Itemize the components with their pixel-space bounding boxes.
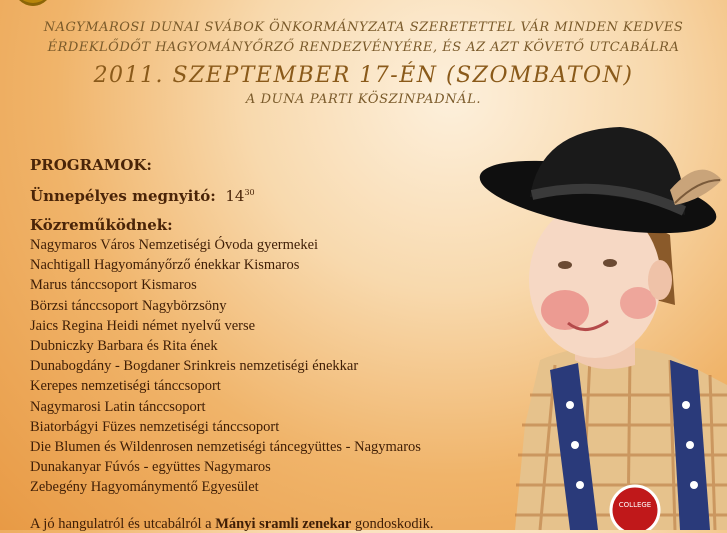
list-item: Nagymaros Város Nemzetiségi Óvoda gyermekei bbox=[30, 237, 319, 253]
footer-note bbox=[30, 516, 434, 533]
boy-photo bbox=[470, 125, 727, 530]
opening-label: Ünnepélyes megnyitó: bbox=[30, 187, 216, 205]
list-item: Kerepes nemzetiségi tánccsoport bbox=[30, 378, 221, 395]
list-item: Nachtigall Hagyományőrző énekkar Kismaros bbox=[30, 257, 300, 274]
invitation-line-2: ÉRDEKLŐDŐT HAGYOMÁNYŐRZŐ RENDEZVÉNYÉRE, ÉS AZ AZT KÖVETŐ UTCABÁLRA bbox=[47, 40, 680, 55]
opening-minute: 30 bbox=[244, 188, 255, 197]
event-place: A DUNA PARTI KÖSZINPADNÁL. bbox=[245, 92, 482, 107]
list-item: Nagymarosi Latin tánccsoport bbox=[30, 398, 206, 415]
list-item: Zebegény Hagyománymentő Egyesület bbox=[30, 479, 259, 496]
list-item: Biatorbágyi Füzes nemzetiségi tánccsoport bbox=[30, 418, 280, 435]
footer-text-before: A jó hangulatról és utcabálról a bbox=[30, 516, 216, 532]
program-title: PROGRAMOK: bbox=[30, 156, 152, 174]
opening-time bbox=[221, 187, 255, 205]
opening-hour: 14 bbox=[225, 187, 245, 205]
invitation-header bbox=[0, 18, 727, 109]
list-item: Jaics Regina Heidi német nyelvű verse bbox=[30, 317, 256, 334]
opening-ceremony bbox=[30, 183, 510, 206]
list-item: Die Blumen és Wildenrosen nemzetiségi táncegyüttes - Nagymaros bbox=[30, 439, 421, 456]
invitation-line-1: NAGYMAROSI DUNAI SVÁBOK ÖNKORMÁNYZATA SZERETETTEL VÁR MINDEN KEDVES bbox=[43, 20, 684, 35]
list-item: Dunakanyar Fúvós - együttes Nagymaros bbox=[30, 459, 271, 476]
event-date: 2011. SZEPTEMBER 17-ÉN (SZOMBATON) bbox=[93, 63, 634, 88]
participants-title: Közreműködnek: bbox=[30, 216, 173, 234]
list-item: Börzsi tánccsoport Nagybörzsöny bbox=[30, 297, 227, 314]
band-name: Mányi sramli zenekar bbox=[215, 516, 352, 532]
participants-list bbox=[30, 235, 510, 498]
program-section bbox=[30, 155, 510, 498]
footer-text-after: gondoskodik. bbox=[351, 516, 434, 532]
badge-text: COLLEGE bbox=[618, 501, 652, 509]
list-item: Dubniczky Barbara és Rita ének bbox=[30, 338, 218, 355]
list-item: Marus tánccsoport Kismaros bbox=[30, 277, 197, 294]
logo-emblem bbox=[14, 0, 52, 6]
list-item: Dunabogdány - Bogdaner Srinkreis nemzetiségi énekkar bbox=[30, 358, 359, 375]
